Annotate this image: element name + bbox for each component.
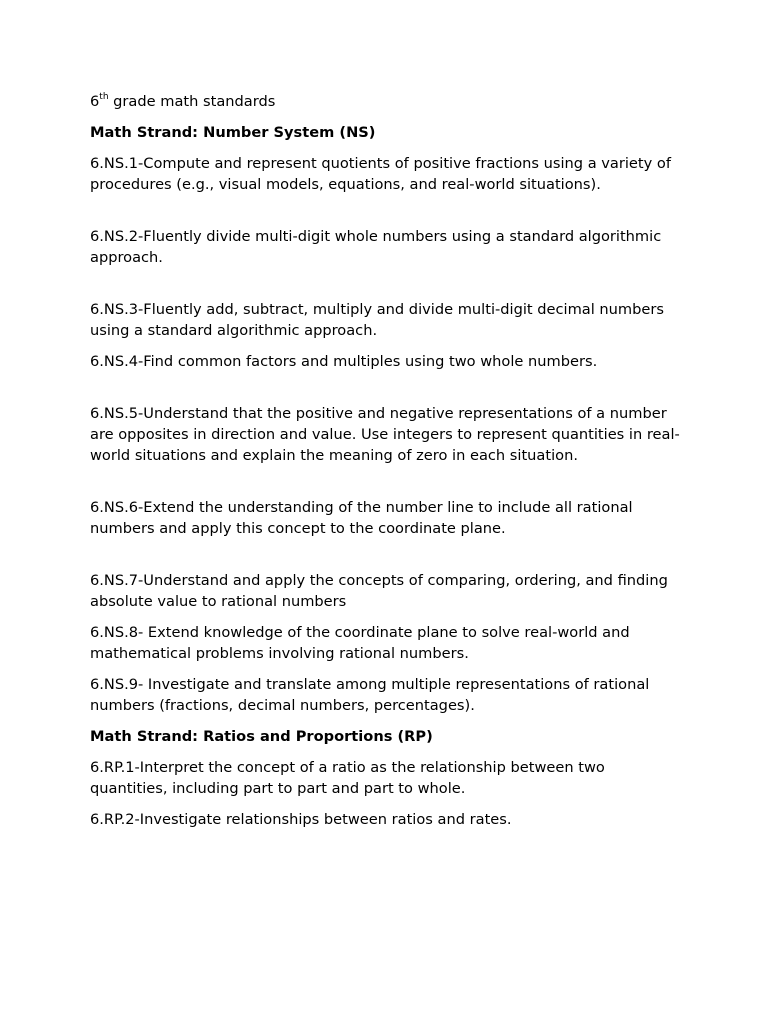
title-superscript: th [99,92,109,103]
standard-ns1: 6.NS.1-Compute and represent quotients of positive fractions using a variety of procedures (e.g., visual models, equations, and real-world situations). [90,155,671,193]
standard-rp2: 6.RP.2-Investigate relationships between ratios and rates. [90,811,512,828]
document-title [90,91,680,112]
standard-rp1: 6.RP.1-Interpret the concept of a ratio as the relationship between two quantities, including part to part and part to whole. [90,759,605,797]
standard-ns4: 6.NS.4-Find common factors and multiples using two whole numbers. [90,353,598,370]
standard-ns3: 6.NS.3-Fluently add, subtract, multiply and divide multi-digit decimal numbers using a standard algorithmic approach. [90,301,664,339]
standard-ns8: 6.NS.8- Extend knowledge of the coordinate plane to solve real-world and mathematical problems involving rational numbers. [90,624,630,662]
title-number: 6 [90,93,100,110]
standard-ns6: 6.NS.6-Extend the understanding of the number line to include all rational numbers and apply this concept to the coordinate plane. [90,499,633,537]
standard-ns9: 6.NS.9- Investigate and translate among multiple representations of rational numbers (fractions, decimal numbers, percentages). [90,676,650,714]
title-rest: grade math standards [108,93,276,110]
standard-ns5: 6.NS.5-Understand that the positive and negative representations of a number are opposites in direction and value. Use integers to represent quantities in real-world situations and explain the meaning of zero in each situation. [90,405,680,464]
document-page [90,91,680,840]
strand-heading-ns: Math Strand: Number System (NS) [90,124,376,141]
standard-ns7: 6.NS.7-Understand and apply the concepts of comparing, ordering, and finding absolute value to rational numbers [90,572,668,610]
standard-ns2: 6.NS.2-Fluently divide multi-digit whole numbers using a standard algorithmic approach. [90,228,662,266]
strand-heading-rp: Math Strand: Ratios and Proportions (RP) [90,728,433,745]
